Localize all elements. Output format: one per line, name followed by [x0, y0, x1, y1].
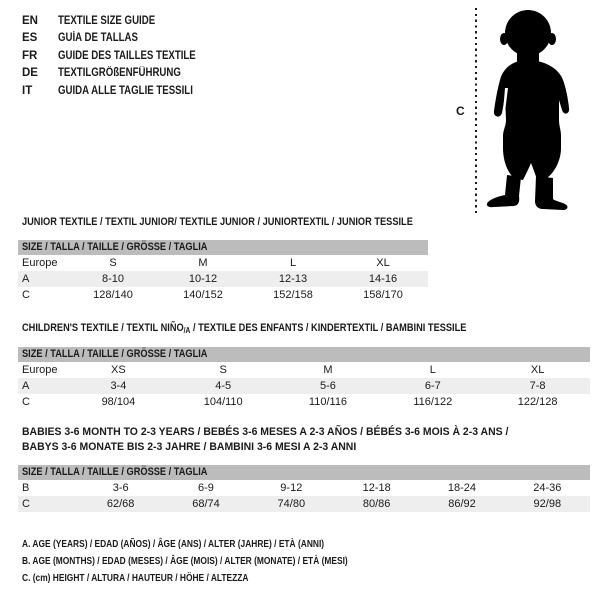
row-label: C	[22, 289, 30, 301]
language-row-fr	[22, 48, 222, 65]
table-cell: 18-24	[447, 482, 477, 494]
table-cell: 86/92	[448, 498, 476, 510]
babies-title-line2: BABYS 3-6 MONATE BIS 2-3 JAHRE / BAMBINI 3-6 MESI A 2-3 ANNI	[22, 441, 357, 453]
table-row	[18, 255, 428, 271]
footnote-c	[22, 570, 429, 587]
table-cell: 104/110	[203, 396, 243, 408]
table-cell: 9-12	[280, 482, 303, 494]
footnote-b	[22, 553, 429, 570]
title-part: CHILDREN'S TEXTILE / TEXTIL NIÑO	[22, 322, 184, 334]
table-cell: M	[323, 364, 333, 376]
language-row-it	[22, 83, 222, 100]
babies-size-table-header	[18, 465, 590, 480]
table-cell: 158/170	[363, 289, 403, 301]
table-cell: 12-18	[362, 482, 391, 494]
table-cell: 4-5	[215, 380, 232, 392]
table-cell: 92/98	[533, 498, 562, 510]
table-cell: 6-9	[198, 482, 214, 494]
table-cell: L	[289, 257, 297, 269]
table-cell: 110/116	[308, 396, 348, 408]
table-cell: 14-16	[368, 273, 398, 285]
children-section-title-text	[22, 321, 466, 338]
table-cell: S	[109, 257, 117, 269]
children-size-table-header	[18, 347, 590, 362]
table-cell: 6-7	[424, 380, 441, 392]
size-header-label: SIZE / TALLA / TAILLE / GRÖSSE / TAGLIA	[22, 241, 208, 253]
table-row	[18, 496, 590, 512]
height-measure-line	[475, 8, 477, 213]
table-cell: 80/86	[362, 498, 391, 510]
footnote-a	[22, 536, 429, 553]
table-cell: XL	[530, 364, 545, 376]
table-cell: 140/152	[183, 289, 223, 301]
table-row	[18, 480, 590, 496]
table-cell: 122/128	[517, 396, 558, 408]
table-cell: 62/68	[106, 498, 135, 510]
table-row	[18, 271, 428, 287]
table-row	[18, 362, 590, 378]
footnote-c-text: C. (cm) HEIGHT / ALTURA / HAUTEUR / HÖHE / ALTEZZA	[22, 572, 249, 584]
children-section-title	[22, 321, 551, 338]
size-header-label: SIZE / TALLA / TAILLE / GRÖSSE / TAGLIA	[22, 348, 208, 360]
language-title: GUIDE DES TAILLES TEXTILE	[58, 49, 196, 62]
footnote-legend	[22, 536, 429, 587]
table-row	[18, 378, 590, 394]
table-cell: 24-36	[533, 482, 562, 494]
table-cell: S	[219, 364, 227, 376]
table-cell: 12-13	[278, 273, 308, 285]
junior-size-table	[18, 240, 428, 303]
table-row	[18, 287, 428, 303]
junior-section-title	[22, 215, 487, 230]
language-row-es	[22, 30, 222, 47]
table-cell: 8-10	[101, 273, 125, 285]
table-cell: 74/80	[277, 498, 306, 510]
language-row-en	[22, 13, 222, 30]
table-cell: 98/104	[101, 396, 136, 408]
babies-title-line1: BABIES 3-6 MONTH TO 2-3 YEARS / BEBÉS 3-6 MESES A 2-3 AÑOS / BÉBÉS 3-6 MOIS À 2-3 ANS /	[22, 426, 509, 438]
language-row-de	[22, 65, 222, 82]
junior-section-title-text: JUNIOR TEXTILE / TEXTIL JUNIOR/ TEXTILE JUNIOR / JUNIORTEXTIL / JUNIOR TESSILE	[22, 216, 413, 228]
table-cell: XS	[111, 364, 126, 376]
junior-size-table-header	[18, 240, 428, 255]
row-label: C	[22, 396, 30, 408]
footnote-b-text: B. AGE (MONTHS) / EDAD (MESES) / ÂGE (MOIS) / ALTER (MONATE) / ETÀ (MESI)	[22, 555, 348, 567]
language-title: TEXTILE SIZE GUIDE	[58, 15, 156, 27]
table-cell: 152/158	[273, 289, 313, 301]
table-cell: 3-4	[110, 380, 127, 392]
language-title-list	[22, 13, 222, 100]
language-code: FR	[22, 49, 38, 62]
size-header-label: SIZE / TALLA / TAILLE / GRÖSSE / TAGLIA	[22, 466, 208, 478]
table-cell: 3-6	[112, 482, 129, 494]
language-code: IT	[22, 84, 33, 97]
table-cell: M	[198, 257, 208, 269]
language-code: ES	[22, 32, 38, 45]
title-part: / TEXTILE DES ENFANTS / KINDERTEXTIL / BAMBINI TESSILE	[190, 322, 467, 334]
table-cell: 128/140	[93, 289, 133, 301]
baby-silhouette-icon	[479, 8, 587, 213]
footnote-a-text: A. AGE (YEARS) / EDAD (AÑOS) / ÂGE (ANS) / ALTER (JAHRE) / ETÀ (ANNI)	[22, 538, 325, 550]
table-cell: 68/74	[192, 498, 220, 510]
table-cell: XL	[376, 257, 390, 269]
row-label: A	[22, 380, 30, 392]
language-title: GUÍA DE TALLAS	[58, 32, 138, 45]
row-label: C	[22, 498, 30, 510]
language-code: DE	[22, 67, 38, 80]
title-subscript: /A	[183, 326, 191, 335]
table-cell: 10-12	[188, 273, 218, 285]
table-cell: 5-6	[320, 380, 336, 392]
babies-size-table	[18, 465, 590, 512]
table-cell: L	[429, 364, 436, 376]
language-title: TEXTILGRÖßENFÜHRUNG	[58, 67, 181, 80]
row-label: A	[22, 273, 30, 285]
row-label: Europe	[22, 257, 58, 269]
row-label: B	[22, 482, 30, 494]
row-label: Europe	[22, 364, 58, 376]
table-cell: 116/122	[413, 396, 453, 408]
table-row	[18, 394, 590, 410]
language-title: GUIDA ALLE TAGLIE TESSILI	[58, 84, 193, 97]
table-cell: 7-8	[529, 380, 546, 392]
children-size-table	[18, 347, 590, 410]
babies-section-title	[22, 425, 534, 455]
height-measure-label: C	[456, 104, 465, 118]
language-code: EN	[22, 15, 38, 27]
